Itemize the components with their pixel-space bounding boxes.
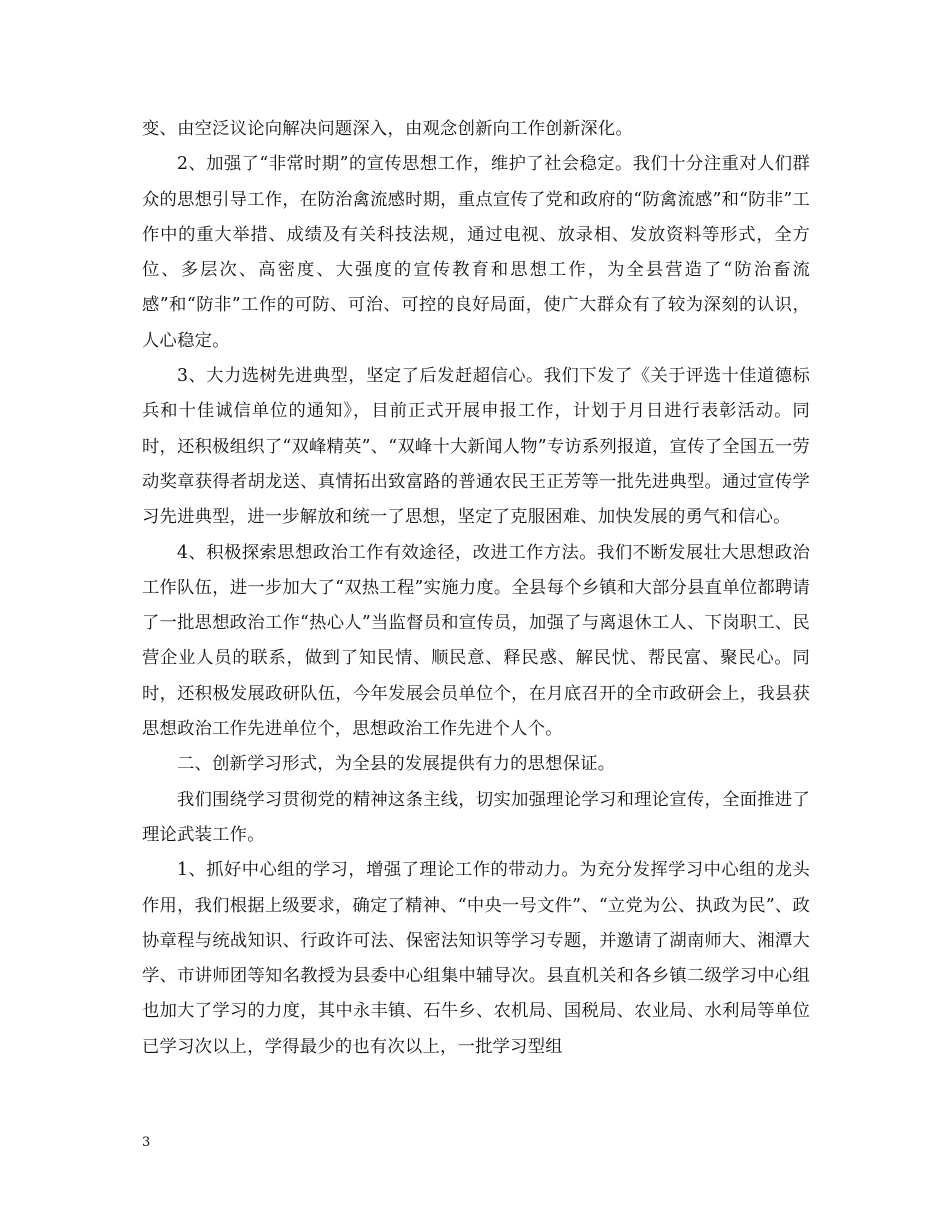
page-number: 3	[142, 1135, 151, 1150]
paragraph: 1、抓好中心组的学习，增强了理论工作的带动力。为充分发挥学习中心组的龙头作用，我们根据上级要求，确定了精神、“中央一号文件”、“立党为公、执政为民”、政协章程与统战知识、行政许可法、保密法知识等学习专题，并邀请了湖南师大、湘潭大学、市讲师团等知名教授为县委中心组集中辅导次。县直机关和各乡镇二级学习中心组也加大了学习的力度，其中永丰镇、石牛乡、农机局、国税局、农业局、水利局等单位已学习次以上，学得最少的也有次以上，一批学习型组	[142, 860, 810, 1057]
paragraph: 3、大力选树先进典型，坚定了后发赶超信心。我们下发了《关于评选十佳道德标兵和十佳诚信单位的通知》，目前正式开展申报工作，计划于月日进行表彰活动。同时，还积极组织了“双峰精英”、“双峰十大新闻人物”专访系列报道，宣传了全国五一劳动奖章获得者胡龙送、真情拓出致富路的普通农民王正芳等一批先进典型。通过宣传学习先进典型，进一步解放和统一了思想，坚定了克服困难、加快发展的勇气和信心。	[142, 366, 810, 528]
paragraph: 我们围绕学习贯彻党的精神这条主线，切实加强理论学习和理论宣传，全面推进了理论武装工作。	[142, 789, 810, 845]
body-text	[142, 112, 810, 1065]
paragraph: 2、加强了“非常时期”的宣传思想工作，维护了社会稳定。我们十分注重对人们群众的思想引导工作，在防治禽流感时期，重点宣传了党和政府的“防禽流感”和“防非”工作中的重大举措、成绩及有关科技法规，通过电视、放录相、发放资料等形式，全方位、多层次、高密度、大强度的宣传教育和思想工作，为全县营造了“防治畜流感”和“防非”工作的可防、可治、可控的良好局面，使广大群众有了较为深刻的认识，人心稳定。	[142, 154, 810, 351]
section-heading: 二、创新学习形式，为全县的发展提供有力的思想保证。	[177, 754, 616, 775]
paragraph: 变、由空泛议论向解决问题深入，由观念创新向工作创新深化。	[142, 119, 633, 139]
paragraph: 4、积极探索思想政治工作有效途径，改进工作方法。我们不断发展壮大思想政治工作队伍，进一步加大了“双热工程”实施力度。全县每个乡镇和大部分县直单位都聘请了一批思想政治工作“热心人”当监督员和宣传员，加强了与离退休工人、下岗职工、民营企业人员的联系，做到了知民情、顺民意、释民惑、解民忧、帮民富、聚民心。同时，还积极发展政研队伍，今年发展会员单位个，在月底召开的全市政研会上，我县获思想政治工作先进单位个，思想政治工作先进个人个。	[142, 542, 810, 740]
